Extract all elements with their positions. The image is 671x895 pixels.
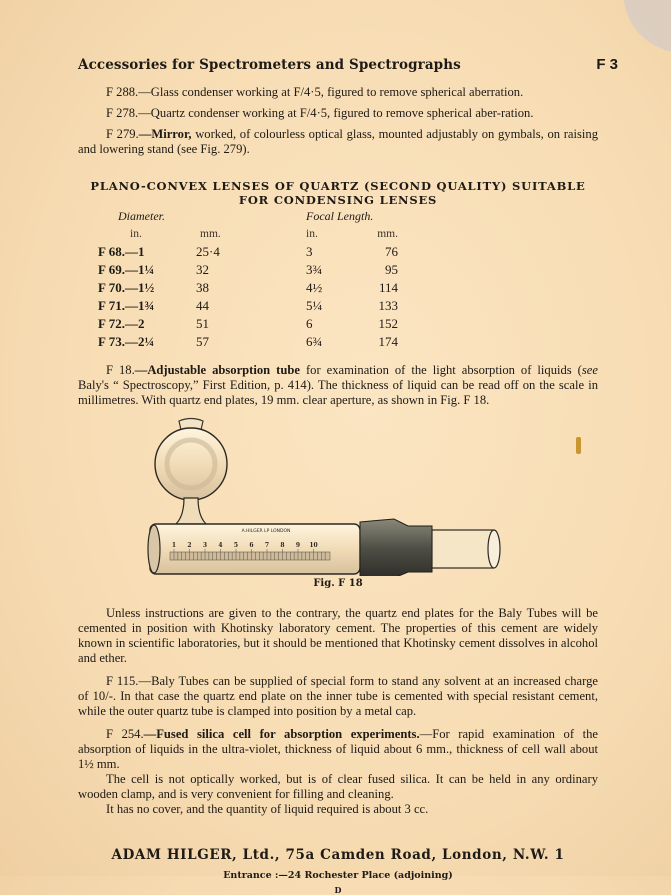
scale-label: 1 bbox=[171, 542, 177, 549]
item-name: —Adjustable absorption tube bbox=[134, 363, 300, 377]
lens-code: F 69.—1¼ bbox=[98, 262, 155, 277]
scale-label: 7 bbox=[264, 542, 270, 549]
lens-focal-in: 4½ bbox=[306, 280, 323, 295]
scale-label: 2 bbox=[187, 542, 192, 549]
scale-label: 4 bbox=[218, 542, 223, 549]
lens-code: F 72.—2 bbox=[98, 316, 145, 331]
item-text: —Quartz condenser working at F/4·5, figured to remove spherical aber-ration. bbox=[138, 106, 534, 120]
scale-label: 5 bbox=[233, 542, 239, 549]
item-f288 bbox=[78, 85, 598, 100]
lens-focal-mm: 95 bbox=[385, 262, 398, 277]
lens-row bbox=[98, 315, 398, 333]
unit-dia-mm: mm. bbox=[200, 228, 221, 240]
group-header-focal: Focal Length. bbox=[306, 208, 374, 223]
lens-code: F 68.—1 bbox=[98, 244, 145, 259]
lens-row bbox=[98, 261, 398, 279]
absorption-tube-illustration bbox=[146, 416, 506, 576]
lens-table-title bbox=[78, 179, 598, 207]
lens-code: F 70.—1½ bbox=[98, 280, 155, 295]
figure-caption: Fig. F 18 bbox=[313, 578, 363, 589]
inner-tube bbox=[432, 530, 494, 568]
footer-entrance: Entrance :—24 Rochester Place (adjoining) bbox=[223, 870, 453, 881]
item-text: Baly's “ Spectroscopy,” First Edition, p. 414). The thickness of liquid can be read off on the scale in millimetres. With quartz end plates, 19 mm. clear aperture, as shown in Fig. F 18. bbox=[78, 378, 598, 407]
footer bbox=[78, 847, 598, 895]
lens-unit-header-row bbox=[98, 225, 398, 243]
item-text: worked, of colourless optical glass, mounted adjustably on gymbals, on raising and lowering stand (see Fig. 279). bbox=[78, 127, 598, 156]
lens-focal-in: 6 bbox=[306, 316, 313, 331]
item-code: F 279. bbox=[106, 127, 139, 141]
bulb-stem bbox=[176, 498, 206, 524]
lens-focal-mm: 133 bbox=[378, 298, 398, 313]
lens-diameter-mm: 25·4 bbox=[196, 244, 220, 259]
scale-label: 6 bbox=[249, 542, 254, 549]
see-italic: see bbox=[581, 363, 598, 377]
item-text: —Glass condenser working at F/4·5, figured to remove spherical aberration. bbox=[138, 85, 524, 99]
lens-diameter-mm: 51 bbox=[196, 316, 209, 331]
scale-label: 10 bbox=[309, 542, 318, 549]
f254-para3: It has no cover, and the quantity of liquid required is about 3 cc. bbox=[106, 802, 429, 816]
unit-focal-in: in. bbox=[306, 228, 318, 240]
item-f254 bbox=[78, 727, 598, 772]
lens-focal-in: 3 bbox=[306, 244, 313, 259]
item-name: —Fused silica cell for absorption experiments. bbox=[143, 727, 420, 741]
lens-code: F 73.—2¼ bbox=[98, 334, 155, 349]
item-f278 bbox=[78, 106, 598, 121]
lens-title-line1: PLANO-CONVEX LENSES OF QUARTZ (SECOND QUALITY) SUITABLE bbox=[90, 179, 586, 193]
item-code: F 254. bbox=[106, 727, 144, 741]
lens-focal-in: 5¼ bbox=[306, 298, 323, 313]
item-f279 bbox=[78, 127, 598, 157]
lens-title-line2: FOR CONDENSING LENSES bbox=[238, 193, 438, 207]
document-page bbox=[78, 56, 618, 895]
lens-focal-in: 3¾ bbox=[306, 262, 323, 277]
lens-code: F 71.—1¾ bbox=[98, 298, 155, 313]
rubber-sleeve bbox=[360, 519, 432, 576]
lens-focal-mm: 114 bbox=[378, 280, 398, 295]
signature-mark: D bbox=[334, 885, 342, 895]
running-header bbox=[78, 56, 618, 73]
item-text: —For rapid examination of the absorption of liquids in the ultra-violet, thickness of liquid about 6 mm., thickness of cell wall about 1½ mm. bbox=[78, 727, 598, 771]
item-code: F 18. bbox=[106, 363, 135, 377]
scale-label: 9 bbox=[295, 542, 301, 549]
lens-diameter-mm: 57 bbox=[196, 334, 209, 349]
lens-diameter-mm: 44 bbox=[196, 298, 209, 313]
item-code: F 278. bbox=[106, 106, 139, 120]
lens-group-header-row bbox=[98, 207, 398, 225]
lens-focal-mm: 76 bbox=[385, 244, 398, 259]
item-code: F 288. bbox=[106, 85, 139, 99]
lens-row bbox=[98, 279, 398, 297]
lens-diameter-mm: 38 bbox=[196, 280, 209, 295]
scale-label: 8 bbox=[280, 542, 285, 549]
lens-table bbox=[98, 207, 398, 351]
f254-para2: The cell is not optically worked, but is of clear fused silica. It can be held in any ordinary wooden clamp, and is very convenient for filling and cleaning. bbox=[78, 772, 598, 801]
item-code: F 115. bbox=[106, 674, 139, 688]
para-cement: Unless instructions are given to the contrary, the quartz end plates for the Baly Tubes will be cemented in position with Khotinsky laboratory cement. The properties of this cement are widely known in scientific laboratories, but it should be mentioned that Khotinsky cement dissolves in alcohol and ether. bbox=[78, 606, 598, 665]
page-number: F 3 bbox=[596, 56, 618, 73]
lens-row bbox=[98, 297, 398, 315]
figure-f18 bbox=[78, 416, 598, 589]
item-f18 bbox=[78, 363, 598, 408]
lens-focal-in: 6¾ bbox=[306, 334, 323, 349]
lens-focal-mm: 152 bbox=[378, 316, 398, 331]
lens-row bbox=[98, 333, 398, 351]
inner-tube-end bbox=[488, 530, 500, 568]
tube-end-plate bbox=[148, 525, 160, 573]
footer-publisher: ADAM HILGER, Ltd., 75a Camden Road, London, N.W. 1 bbox=[111, 847, 565, 863]
lens-diameter-mm: 32 bbox=[196, 262, 209, 277]
scale-label: 3 bbox=[202, 542, 208, 549]
group-header-diameter: Diameter. bbox=[118, 208, 165, 223]
item-name: —Mirror, bbox=[138, 127, 192, 141]
header-title: Accessories for Spectrometers and Spectrographs bbox=[78, 57, 461, 73]
lens-row bbox=[98, 243, 398, 261]
page-corner-shadow bbox=[614, 0, 671, 57]
engraving-text: A.HILGER LP LONDON bbox=[241, 529, 291, 534]
lens-focal-mm: 174 bbox=[378, 334, 398, 349]
item-text: for examination of the light absorption of liquids ( bbox=[299, 363, 582, 377]
unit-focal-mm: mm. bbox=[377, 228, 398, 240]
item-f115 bbox=[78, 674, 598, 719]
unit-dia-in: in. bbox=[130, 228, 142, 240]
item-text: —Baly Tubes can be supplied of special form to stand any solvent at an increased charge of 10/-. In that case the quartz end plate on the inner tube is cemented with special resistant cement, while the outer quartz tube is clamped into position by a metal cap. bbox=[78, 674, 598, 718]
